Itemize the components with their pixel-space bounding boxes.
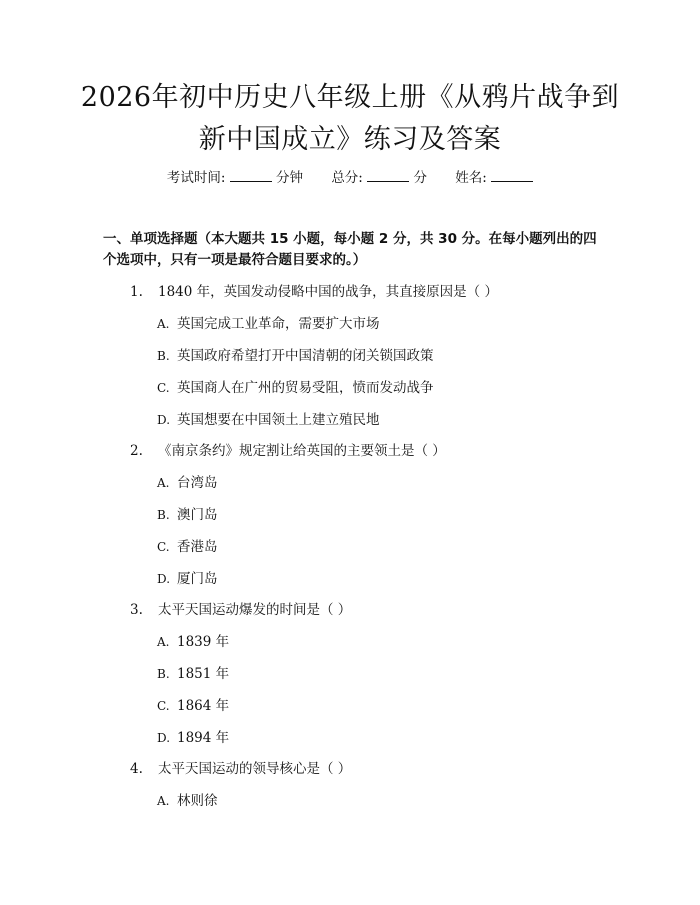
option-text: 台湾岛 xyxy=(177,475,218,491)
option-text: 1864 年 xyxy=(177,698,230,714)
section-heading: 一、单项选择题（本大题共 15 小题，每小题 2 分，共 30 分。在每小题列出的四个选项中，只有一项是最符合题目要求的。） xyxy=(103,231,597,268)
question-2 xyxy=(130,441,446,461)
question-2-option-d xyxy=(157,569,218,589)
option-text: 香港岛 xyxy=(177,539,218,555)
option-letter: D. xyxy=(157,413,171,427)
total-score-field xyxy=(331,170,431,186)
question-3-option-c xyxy=(157,696,229,716)
option-letter: C. xyxy=(157,699,170,713)
question-1-option-a xyxy=(157,314,380,334)
question-1-option-c xyxy=(157,378,434,398)
option-letter: A. xyxy=(157,476,170,490)
question-3 xyxy=(130,600,351,620)
question-2-option-c xyxy=(157,537,218,557)
option-text: 1851 年 xyxy=(177,666,230,682)
option-letter: D. xyxy=(157,572,171,586)
question-number: 3. xyxy=(130,602,143,618)
exam-info-line xyxy=(0,168,700,188)
student-name-blank[interactable] xyxy=(491,169,533,182)
question-text: 1840 年，英国发动侵略中国的战争，其直接原因是（ ） xyxy=(158,284,498,300)
option-text: 英国商人在广州的贸易受阻，愤而发动战争 xyxy=(177,380,434,396)
exam-time-unit: 分钟 xyxy=(276,170,304,186)
option-text: 英国政府希望打开中国清朝的闭关锁国政策 xyxy=(177,348,434,364)
option-letter: B. xyxy=(157,667,170,681)
student-name-label: 姓名: xyxy=(455,170,487,186)
question-text: 太平天国运动的领导核心是（ ） xyxy=(158,761,352,777)
option-text: 澳门岛 xyxy=(177,507,218,523)
total-score-unit: 分 xyxy=(413,170,427,186)
question-1-option-b xyxy=(157,346,434,366)
option-letter: A. xyxy=(157,317,170,331)
question-2-option-b xyxy=(157,505,218,525)
question-text: 太平天国运动爆发的时间是（ ） xyxy=(158,602,352,618)
option-letter: B. xyxy=(157,508,170,522)
option-letter: A. xyxy=(157,794,170,808)
question-3-option-d xyxy=(157,728,229,748)
question-1 xyxy=(130,282,498,302)
option-text: 1839 年 xyxy=(177,634,230,650)
question-2-option-a xyxy=(157,473,218,493)
total-score-blank[interactable] xyxy=(367,169,409,182)
option-letter: C. xyxy=(157,381,170,395)
exam-time-field xyxy=(167,170,307,186)
exam-time-label: 考试时间: xyxy=(166,170,226,186)
option-text: 林则徐 xyxy=(177,793,218,809)
page-title-line-2: 新中国成立》练习及答案 xyxy=(198,124,502,155)
option-text: 英国想要在中国领土上建立殖民地 xyxy=(177,412,380,428)
option-letter: A. xyxy=(157,635,170,649)
question-number: 4. xyxy=(130,761,143,777)
option-text: 厦门岛 xyxy=(177,571,218,587)
question-3-option-b xyxy=(157,664,229,684)
page-title-line-1: 2026年初中历史八年级上册《从鸦片战争到 xyxy=(80,82,620,113)
total-score-label: 总分: xyxy=(331,170,363,186)
question-3-option-a xyxy=(157,632,229,652)
question-number: 1. xyxy=(130,284,143,300)
exam-time-blank[interactable] xyxy=(230,169,272,182)
question-4 xyxy=(130,759,351,779)
question-4-option-a xyxy=(157,791,218,811)
option-letter: C. xyxy=(157,540,170,554)
option-text: 英国完成工业革命，需要扩大市场 xyxy=(177,316,380,332)
option-letter: B. xyxy=(157,349,170,363)
option-letter: D. xyxy=(157,731,171,745)
student-name-field xyxy=(455,170,533,186)
question-text: 《南京条约》规定割让给英国的主要领土是（ ） xyxy=(158,443,446,459)
question-number: 2. xyxy=(130,443,143,459)
option-text: 1894 年 xyxy=(177,730,230,746)
question-1-option-d xyxy=(157,410,380,430)
